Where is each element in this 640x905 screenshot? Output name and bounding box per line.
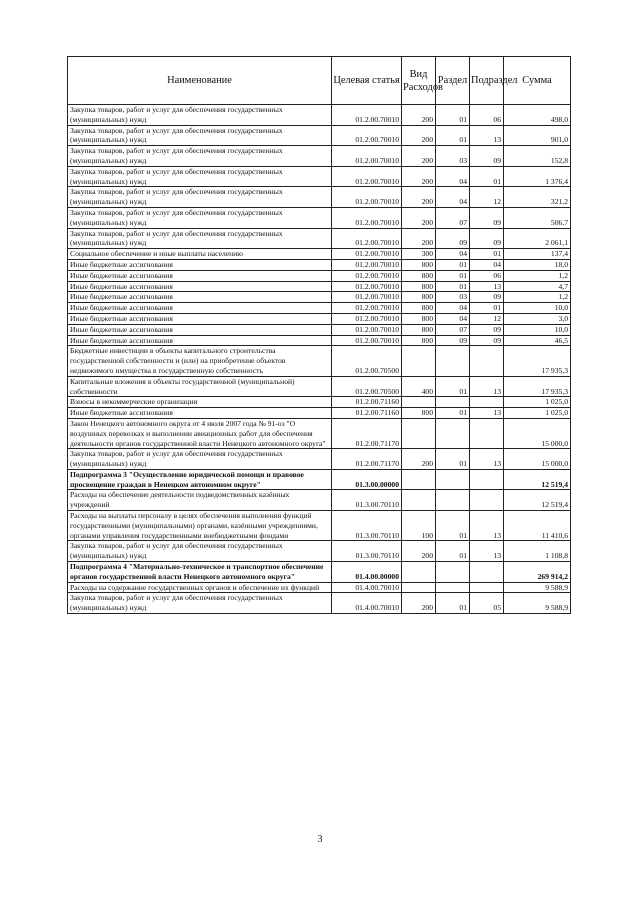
cell-section (436, 469, 470, 490)
cell-target: 01.2.00.70010 (332, 335, 402, 346)
cell-kind: 800 (402, 270, 436, 281)
table-row (68, 541, 571, 562)
cell-section: 04 (436, 249, 470, 260)
cell-kind: 200 (402, 146, 436, 167)
cell-name: Закупка товаров, работ и услуг для обеспечения государственных (муниципальных) нужд (68, 593, 332, 614)
cell-subsection: 13 (470, 125, 504, 146)
table-header-row (68, 57, 571, 105)
cell-subsection: 09 (470, 228, 504, 249)
cell-name: Закупка товаров, работ и услуг для обеспечения государственных (муниципальных) нужд (68, 166, 332, 187)
cell-sum: 269 914,2 (504, 562, 571, 583)
cell-subsection (470, 490, 504, 511)
cell-target: 01.2.00.70010 (332, 166, 402, 187)
cell-section: 04 (436, 313, 470, 324)
cell-sum: 1 025,0 (504, 408, 571, 419)
table-row (68, 511, 571, 541)
cell-name: Закупка товаров, работ и услуг для обеспечения государственных (муниципальных) нужд (68, 146, 332, 167)
header-name: Наименование (68, 57, 332, 105)
table-row (68, 376, 571, 397)
cell-sum: 2 061,1 (504, 228, 571, 249)
cell-name: Закон Ненецкого автономного округа от 4 июля 2007 года № 91-оз "О воздушных перевозках и выполнении авиационных работ для обеспечения деятельности органов государственной власти Ненецкого автономного округа" (68, 418, 332, 448)
cell-sum: 137,4 (504, 249, 571, 260)
cell-subsection: 01 (470, 303, 504, 314)
cell-kind: 200 (402, 125, 436, 146)
cell-section: 07 (436, 207, 470, 228)
cell-sum: 12 519,4 (504, 490, 571, 511)
cell-section: 01 (436, 281, 470, 292)
cell-kind: 800 (402, 408, 436, 419)
cell-kind: 200 (402, 166, 436, 187)
cell-section: 01 (436, 541, 470, 562)
table-row (68, 187, 571, 208)
cell-name: Иные бюджетные ассигнования (68, 313, 332, 324)
table-row (68, 303, 571, 314)
cell-kind (402, 418, 436, 448)
cell-kind (402, 562, 436, 583)
table-row (68, 228, 571, 249)
cell-subsection (470, 582, 504, 593)
cell-section: 01 (436, 105, 470, 126)
cell-sum: 321,2 (504, 187, 571, 208)
cell-subsection: 09 (470, 335, 504, 346)
cell-kind (402, 346, 436, 376)
cell-section: 09 (436, 335, 470, 346)
cell-kind: 800 (402, 303, 436, 314)
cell-sum: 15 000,0 (504, 449, 571, 470)
cell-kind (402, 582, 436, 593)
cell-subsection: 09 (470, 324, 504, 335)
cell-target: 01.2.00.70500 (332, 376, 402, 397)
cell-target: 01.2.00.70010 (332, 259, 402, 270)
cell-name: Закупка товаров, работ и услуг для обеспечения государственных (муниципальных) нужд (68, 187, 332, 208)
cell-target: 01.2.00.71160 (332, 397, 402, 408)
cell-kind (402, 490, 436, 511)
table-row (68, 593, 571, 614)
cell-target: 01.2.00.70010 (332, 292, 402, 303)
cell-target: 01.3.00.00000 (332, 469, 402, 490)
cell-section: 01 (436, 376, 470, 397)
cell-target: 01.2.00.70010 (332, 324, 402, 335)
cell-section: 01 (436, 449, 470, 470)
cell-sum: 10,0 (504, 324, 571, 335)
table-row (68, 125, 571, 146)
cell-kind: 800 (402, 335, 436, 346)
cell-sum: 152,8 (504, 146, 571, 167)
cell-subsection (470, 418, 504, 448)
cell-section: 04 (436, 303, 470, 314)
cell-name: Закупка товаров, работ и услуг для обеспечения государственных (муниципальных) нужд (68, 449, 332, 470)
cell-kind: 100 (402, 511, 436, 541)
cell-sum: 1 025,0 (504, 397, 571, 408)
cell-target: 01.4.00.00000 (332, 562, 402, 583)
cell-section: 01 (436, 125, 470, 146)
cell-subsection: 13 (470, 511, 504, 541)
cell-subsection: 12 (470, 313, 504, 324)
cell-section (436, 490, 470, 511)
table-row (68, 292, 571, 303)
cell-section: 04 (436, 187, 470, 208)
table-row (68, 408, 571, 419)
cell-target: 01.2.00.70010 (332, 228, 402, 249)
cell-name: Взносы в некоммерческие организации (68, 397, 332, 408)
table-row (68, 249, 571, 260)
cell-name: Подпрограмма 4 "Материально-техническое и транспортное обеспечение органов государственной власти Ненецкого автономного округа" (68, 562, 332, 583)
cell-sum: 1,2 (504, 292, 571, 303)
cell-name: Закупка товаров, работ и услуг для обеспечения государственных (муниципальных) нужд (68, 125, 332, 146)
cell-subsection: 09 (470, 292, 504, 303)
cell-sum: 17 935,3 (504, 346, 571, 376)
table-row (68, 335, 571, 346)
cell-kind: 300 (402, 249, 436, 260)
cell-subsection: 04 (470, 259, 504, 270)
cell-name: Подпрограмма 3 "Осуществление юридической помощи и правовое просвещение граждан в Ненецком автономном округе" (68, 469, 332, 490)
cell-section: 01 (436, 408, 470, 419)
cell-target: 01.2.00.70010 (332, 281, 402, 292)
cell-subsection: 13 (470, 376, 504, 397)
cell-sum: 506,7 (504, 207, 571, 228)
cell-name: Бюджетные инвестиции в объекты капитального строительства государственной собственности и (или) на приобретение объектов недвижимого имущества в государственную собственность (68, 346, 332, 376)
cell-name: Иные бюджетные ассигнования (68, 281, 332, 292)
cell-target: 01.2.00.70010 (332, 146, 402, 167)
cell-section (436, 582, 470, 593)
cell-sum: 1 108,8 (504, 541, 571, 562)
cell-name: Социальное обеспечение и иные выплаты населению (68, 249, 332, 260)
cell-subsection (470, 397, 504, 408)
cell-sum: 15 000,0 (504, 418, 571, 448)
header-target: Целевая статья (332, 57, 402, 105)
cell-subsection: 09 (470, 146, 504, 167)
cell-target: 01.2.00.70010 (332, 207, 402, 228)
cell-target: 01.4.00.70010 (332, 593, 402, 614)
table-row (68, 146, 571, 167)
cell-name: Иные бюджетные ассигнования (68, 270, 332, 281)
budget-table (67, 56, 571, 614)
cell-subsection: 01 (470, 166, 504, 187)
cell-subsection: 09 (470, 207, 504, 228)
header-section: Раздел (436, 57, 470, 105)
table-row (68, 313, 571, 324)
cell-section (436, 397, 470, 408)
cell-section: 01 (436, 593, 470, 614)
cell-target: 01.3.00.70110 (332, 490, 402, 511)
cell-sum: 12 519,4 (504, 469, 571, 490)
cell-kind: 200 (402, 187, 436, 208)
cell-kind: 800 (402, 259, 436, 270)
cell-subsection (470, 562, 504, 583)
cell-subsection: 13 (470, 541, 504, 562)
cell-name: Иные бюджетные ассигнования (68, 408, 332, 419)
cell-name: Закупка товаров, работ и услуг для обеспечения государственных (муниципальных) нужд (68, 228, 332, 249)
cell-kind: 800 (402, 324, 436, 335)
cell-target: 01.2.00.71170 (332, 418, 402, 448)
cell-name: Иные бюджетные ассигнования (68, 292, 332, 303)
cell-section (436, 418, 470, 448)
cell-target: 01.2.00.70010 (332, 125, 402, 146)
cell-kind: 800 (402, 292, 436, 303)
cell-kind: 800 (402, 281, 436, 292)
cell-section (436, 346, 470, 376)
table-row (68, 418, 571, 448)
cell-section (436, 562, 470, 583)
cell-name: Иные бюджетные ассигнования (68, 303, 332, 314)
budget-sheet (67, 56, 571, 614)
cell-name: Капитальные вложения в объекты государственной (муниципальной) собственности (68, 376, 332, 397)
cell-target: 01.2.00.70500 (332, 346, 402, 376)
cell-name: Закупка товаров, работ и услуг для обеспечения государственных (муниципальных) нужд (68, 207, 332, 228)
cell-sum: 1,2 (504, 270, 571, 281)
table-row (68, 397, 571, 408)
cell-section: 01 (436, 270, 470, 281)
cell-section: 01 (436, 511, 470, 541)
table-row (68, 166, 571, 187)
cell-name: Закупка товаров, работ и услуг для обеспечения государственных (муниципальных) нужд (68, 541, 332, 562)
cell-subsection: 13 (470, 408, 504, 419)
cell-target: 01.2.00.70010 (332, 187, 402, 208)
table-row (68, 469, 571, 490)
cell-subsection: 06 (470, 270, 504, 281)
cell-target: 01.2.00.70010 (332, 313, 402, 324)
cell-subsection: 12 (470, 187, 504, 208)
cell-kind: 800 (402, 313, 436, 324)
cell-kind: 200 (402, 541, 436, 562)
cell-target: 01.3.00.70110 (332, 541, 402, 562)
cell-kind: 200 (402, 228, 436, 249)
cell-target: 01.2.00.70010 (332, 105, 402, 126)
cell-sum: 11 410,6 (504, 511, 571, 541)
cell-kind: 400 (402, 376, 436, 397)
cell-sum: 46,5 (504, 335, 571, 346)
cell-name: Иные бюджетные ассигнования (68, 335, 332, 346)
table-row (68, 449, 571, 470)
cell-kind: 200 (402, 593, 436, 614)
cell-section: 04 (436, 166, 470, 187)
cell-sum: 17 935,3 (504, 376, 571, 397)
cell-sum: 498,0 (504, 105, 571, 126)
cell-target: 01.2.00.71160 (332, 408, 402, 419)
cell-subsection: 06 (470, 105, 504, 126)
cell-subsection: 13 (470, 281, 504, 292)
cell-name: Расходы на обеспечение деятельности подведомственных казённых учреждений (68, 490, 332, 511)
cell-sum: 1 376,4 (504, 166, 571, 187)
cell-section: 09 (436, 228, 470, 249)
cell-sum: 9 588,9 (504, 582, 571, 593)
cell-kind: 200 (402, 207, 436, 228)
cell-subsection (470, 346, 504, 376)
cell-target: 01.4.00.70010 (332, 582, 402, 593)
table-row (68, 281, 571, 292)
cell-subsection: 13 (470, 449, 504, 470)
cell-kind: 200 (402, 449, 436, 470)
cell-subsection: 05 (470, 593, 504, 614)
table-row (68, 259, 571, 270)
table-row (68, 105, 571, 126)
cell-name: Иные бюджетные ассигнования (68, 324, 332, 335)
table-row (68, 207, 571, 228)
cell-kind (402, 397, 436, 408)
cell-sum: 901,0 (504, 125, 571, 146)
cell-subsection: 01 (470, 249, 504, 260)
header-kind: Вид Расходов (402, 57, 436, 105)
cell-sum: 4,7 (504, 281, 571, 292)
cell-section: 03 (436, 292, 470, 303)
cell-sum: 9 588,9 (504, 593, 571, 614)
table-row (68, 346, 571, 376)
cell-name: Расходы на выплаты персоналу в целях обеспечения выполнения функций государственными (муниципальными) органами, казёнными учреждениями, органами управления государственными внебюджетными фондами (68, 511, 332, 541)
table-row (68, 562, 571, 583)
cell-section: 01 (436, 259, 470, 270)
header-sum: Сумма (504, 57, 571, 105)
cell-name: Закупка товаров, работ и услуг для обеспечения государственных (муниципальных) нужд (68, 105, 332, 126)
cell-target: 01.2.00.70010 (332, 303, 402, 314)
page-number: 3 (317, 834, 323, 845)
cell-target: 01.2.00.70010 (332, 249, 402, 260)
table-row (68, 324, 571, 335)
cell-section: 07 (436, 324, 470, 335)
cell-subsection (470, 469, 504, 490)
cell-kind: 200 (402, 105, 436, 126)
cell-kind (402, 469, 436, 490)
table-row (68, 270, 571, 281)
cell-sum: 3,0 (504, 313, 571, 324)
cell-name: Иные бюджетные ассигнования (68, 259, 332, 270)
header-subsection: Подраздел (470, 57, 504, 105)
cell-target: 01.2.00.71170 (332, 449, 402, 470)
table-row (68, 582, 571, 593)
table-row (68, 490, 571, 511)
cell-sum: 18,0 (504, 259, 571, 270)
cell-name: Расходы на содержание государственных органов и обеспечение их функций (68, 582, 332, 593)
cell-section: 03 (436, 146, 470, 167)
cell-sum: 10,0 (504, 303, 571, 314)
cell-target: 01.2.00.70010 (332, 270, 402, 281)
cell-target: 01.3.00.70110 (332, 511, 402, 541)
